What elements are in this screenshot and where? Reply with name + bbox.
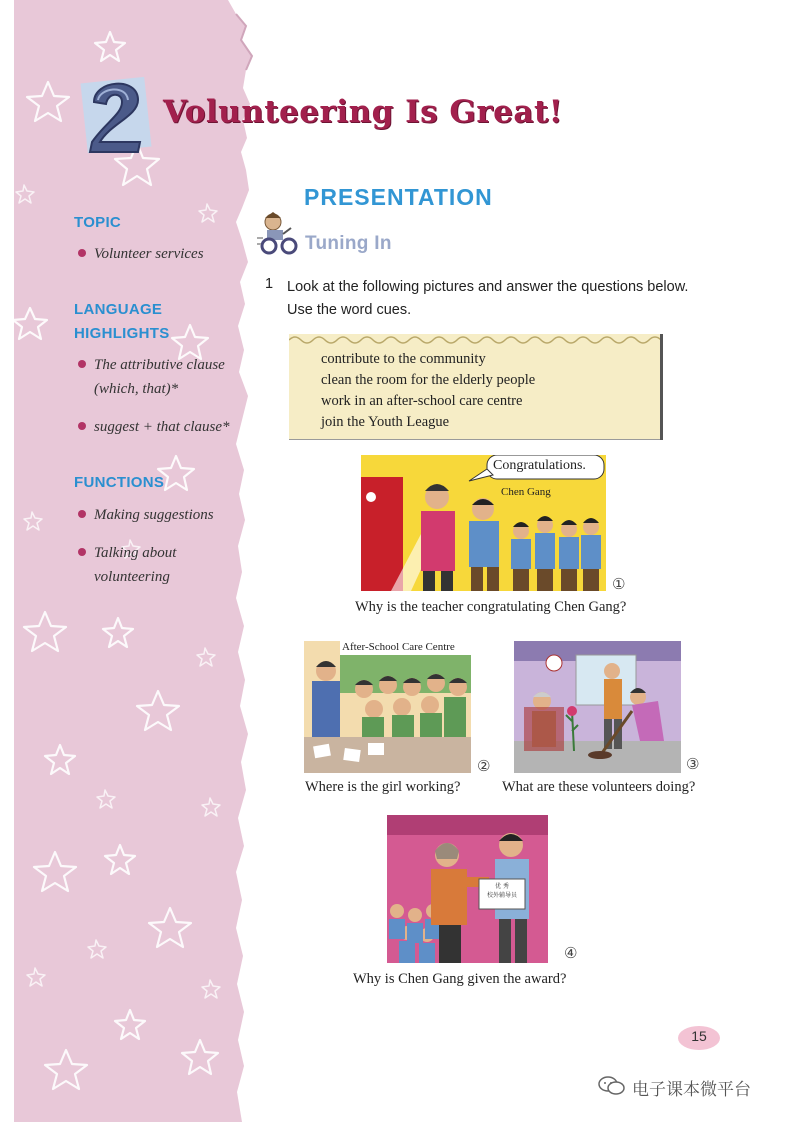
wechat-icon bbox=[597, 1074, 627, 1098]
picture-1 bbox=[361, 455, 606, 591]
picture-caption: Why is Chen Gang given the award? bbox=[353, 971, 567, 987]
unit-number-icon bbox=[76, 70, 156, 160]
functions-heading: FUNCTIONS bbox=[74, 474, 165, 491]
bullet-icon bbox=[78, 510, 86, 518]
word-cue-box bbox=[289, 334, 663, 440]
page-number: 15 bbox=[691, 1028, 707, 1044]
picture-number: ② bbox=[477, 757, 491, 775]
unit-title: Volunteering Is Great! bbox=[163, 94, 563, 130]
speech-bubble-text: Congratulations. bbox=[493, 458, 586, 473]
award-illustration bbox=[387, 815, 548, 963]
topic-heading: TOPIC bbox=[74, 214, 122, 231]
word-cue: clean the room for the elderly people bbox=[321, 372, 536, 388]
certificate-text: 优 秀 校外辅导员 bbox=[486, 883, 517, 899]
functions-item-suggestions: Making suggestions bbox=[78, 503, 214, 527]
question-number: 1 bbox=[265, 276, 274, 292]
care-centre-illustration bbox=[304, 641, 471, 773]
congratulation-illustration bbox=[361, 455, 606, 591]
cleaning-illustration bbox=[514, 641, 681, 773]
section-subheading: Tuning In bbox=[305, 233, 392, 254]
word-cue: work in an after-school care centre bbox=[321, 393, 523, 409]
picture-caption: Where is the girl working? bbox=[305, 779, 461, 795]
bullet-icon bbox=[78, 422, 86, 430]
picture-3 bbox=[514, 641, 681, 773]
picture-number: ④ bbox=[564, 944, 578, 962]
watermark-text: 电子课本微平台 bbox=[632, 1080, 751, 1100]
decorative-border bbox=[289, 334, 663, 344]
language-item-suggest: suggest + that clause* bbox=[78, 415, 230, 439]
picture-4 bbox=[387, 815, 548, 963]
functions-item-volunteering: Talking about volunteering bbox=[78, 541, 176, 589]
word-cue: join the Youth League bbox=[321, 414, 450, 430]
sign-text: After-School Care Centre bbox=[342, 641, 455, 653]
picture-number: ① bbox=[612, 575, 626, 593]
picture-caption: Why is the teacher congratulating Chen Gang? bbox=[355, 599, 627, 615]
box-edge bbox=[660, 334, 663, 440]
bullet-icon bbox=[78, 249, 86, 257]
bullet-icon bbox=[78, 360, 86, 368]
picture-number: ③ bbox=[686, 755, 700, 773]
word-cue: contribute to the community bbox=[321, 351, 486, 367]
bullet-icon bbox=[78, 548, 86, 556]
language-heading: LANGUAGE HIGHLIGHTS bbox=[74, 301, 170, 342]
picture-2 bbox=[304, 641, 471, 773]
name-label: Chen Gang bbox=[501, 486, 551, 498]
picture-caption: What are these volunteers doing? bbox=[502, 779, 696, 795]
language-item-attributive: The attributive clause (which, that)* bbox=[78, 353, 225, 401]
page-number-badge bbox=[678, 1026, 720, 1050]
question-text: Look at the following pictures and answer the questions below. Use the word cues. bbox=[287, 279, 689, 318]
section-heading: PRESENTATION bbox=[304, 184, 493, 210]
mascot-icon bbox=[255, 208, 303, 256]
topic-item: Volunteer services bbox=[78, 242, 204, 266]
